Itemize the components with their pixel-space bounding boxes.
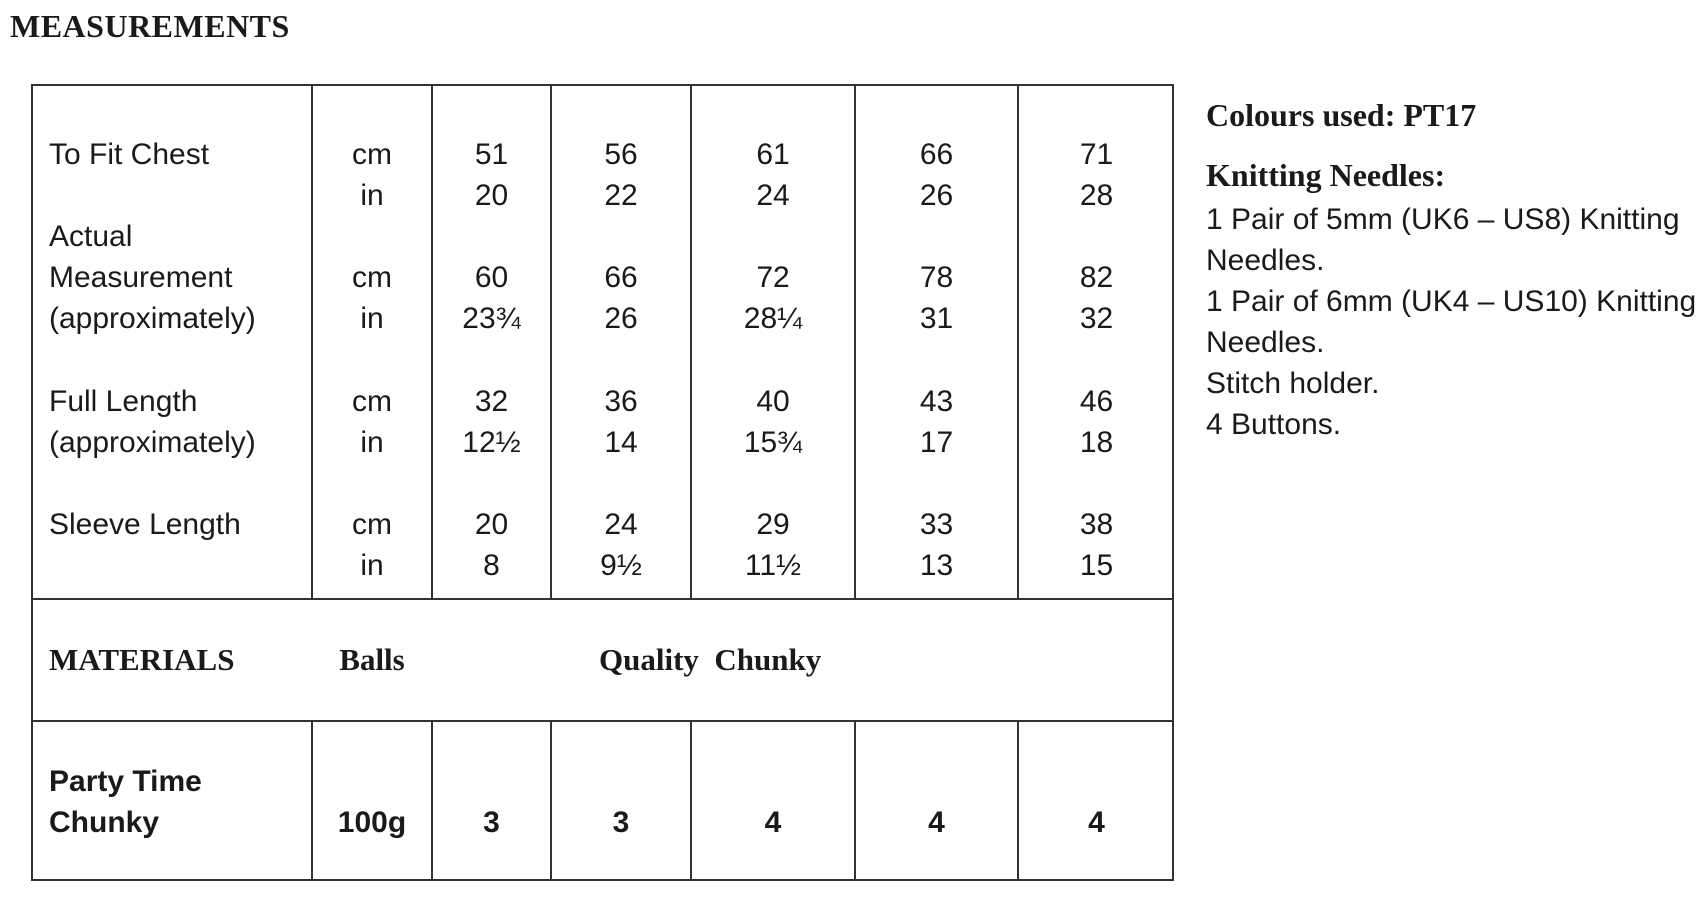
size-value: 32 — [1079, 302, 1114, 335]
row-divider — [33, 598, 1172, 600]
size-value: 15¾ — [743, 426, 803, 459]
measurements-table — [31, 84, 1174, 881]
size-value: 36 — [604, 385, 638, 418]
balls-label: Balls — [339, 642, 405, 677]
size-value: 11½ — [744, 549, 802, 582]
size-value: 12½ — [462, 426, 521, 459]
size-value: 66 — [919, 138, 954, 171]
ball-count: 3 — [483, 806, 500, 839]
size-value: 66 — [604, 261, 638, 294]
ball-count: 4 — [928, 806, 945, 839]
row-label: (approximately) — [49, 302, 256, 335]
row-label: Actual — [49, 220, 133, 253]
unit-in: in — [360, 179, 384, 212]
yarn-name: Party Time — [49, 765, 202, 798]
size-value: 60 — [474, 261, 509, 294]
materials-line: Needles. — [1206, 244, 1325, 277]
size-value: 28 — [1079, 179, 1114, 212]
quality-label: Quality Chunky — [599, 642, 822, 677]
ball-count: 4 — [1088, 806, 1105, 839]
size-value: 9½ — [600, 549, 642, 582]
unit-in: in — [360, 302, 384, 335]
size-value: 38 — [1079, 508, 1114, 541]
row-label: Full Length — [49, 385, 198, 418]
row-divider — [33, 720, 1172, 722]
size-value: 61 — [756, 138, 790, 171]
size-value: 24 — [756, 179, 790, 212]
unit-cm: cm — [352, 508, 392, 541]
materials-line: Stitch holder. — [1206, 367, 1380, 400]
size-value: 33 — [919, 508, 954, 541]
size-value: 51 — [474, 138, 509, 171]
size-value: 43 — [919, 385, 954, 418]
size-value: 14 — [604, 426, 638, 459]
size-value: 23¾ — [462, 302, 521, 335]
colours-used: Colours used: PT17 — [1206, 97, 1477, 133]
size-value: 17 — [919, 426, 954, 459]
size-value: 26 — [604, 302, 638, 335]
size-value: 13 — [919, 549, 954, 582]
ball-weight: 100g — [337, 806, 407, 839]
unit-in: in — [360, 426, 384, 459]
row-label: Measurement — [49, 261, 233, 294]
unit-cm: cm — [352, 138, 392, 171]
size-value: 29 — [756, 508, 790, 541]
size-value: 24 — [604, 508, 638, 541]
size-value: 72 — [756, 261, 790, 294]
size-value: 40 — [756, 385, 790, 418]
size-value: 28¼ — [743, 302, 803, 335]
page-title: MEASUREMENTS — [10, 8, 290, 44]
unit-cm: cm — [352, 261, 392, 294]
yarn-name: Chunky — [49, 806, 160, 839]
size-value: 78 — [919, 261, 954, 294]
size-value: 15 — [1079, 549, 1114, 582]
ball-count: 3 — [612, 806, 630, 839]
size-value: 26 — [919, 179, 954, 212]
size-value: 20 — [474, 508, 509, 541]
materials-line: 1 Pair of 5mm (UK6 – US8) Knitting — [1206, 203, 1680, 236]
ball-count: 4 — [764, 806, 782, 839]
size-value: 82 — [1079, 261, 1114, 294]
unit-in: in — [360, 549, 384, 582]
materials-line: 4 Buttons. — [1206, 408, 1342, 441]
row-label: To Fit Chest — [49, 138, 210, 171]
materials-line: 1 Pair of 6mm (UK4 – US10) Knitting — [1206, 285, 1697, 318]
row-label: (approximately) — [49, 426, 256, 459]
needles-heading: Knitting Needles: — [1206, 157, 1446, 193]
size-value: 46 — [1079, 385, 1114, 418]
size-value: 20 — [474, 179, 509, 212]
size-value: 22 — [604, 179, 638, 212]
materials-label: MATERIALS — [49, 642, 235, 677]
unit-cm: cm — [352, 385, 392, 418]
size-value: 32 — [474, 385, 509, 418]
size-value: 8 — [483, 549, 500, 582]
size-value: 18 — [1079, 426, 1114, 459]
row-label: Sleeve Length — [49, 508, 241, 541]
size-value: 56 — [604, 138, 638, 171]
materials-line: Needles. — [1206, 326, 1325, 359]
size-value: 31 — [919, 302, 954, 335]
size-value: 71 — [1079, 138, 1114, 171]
